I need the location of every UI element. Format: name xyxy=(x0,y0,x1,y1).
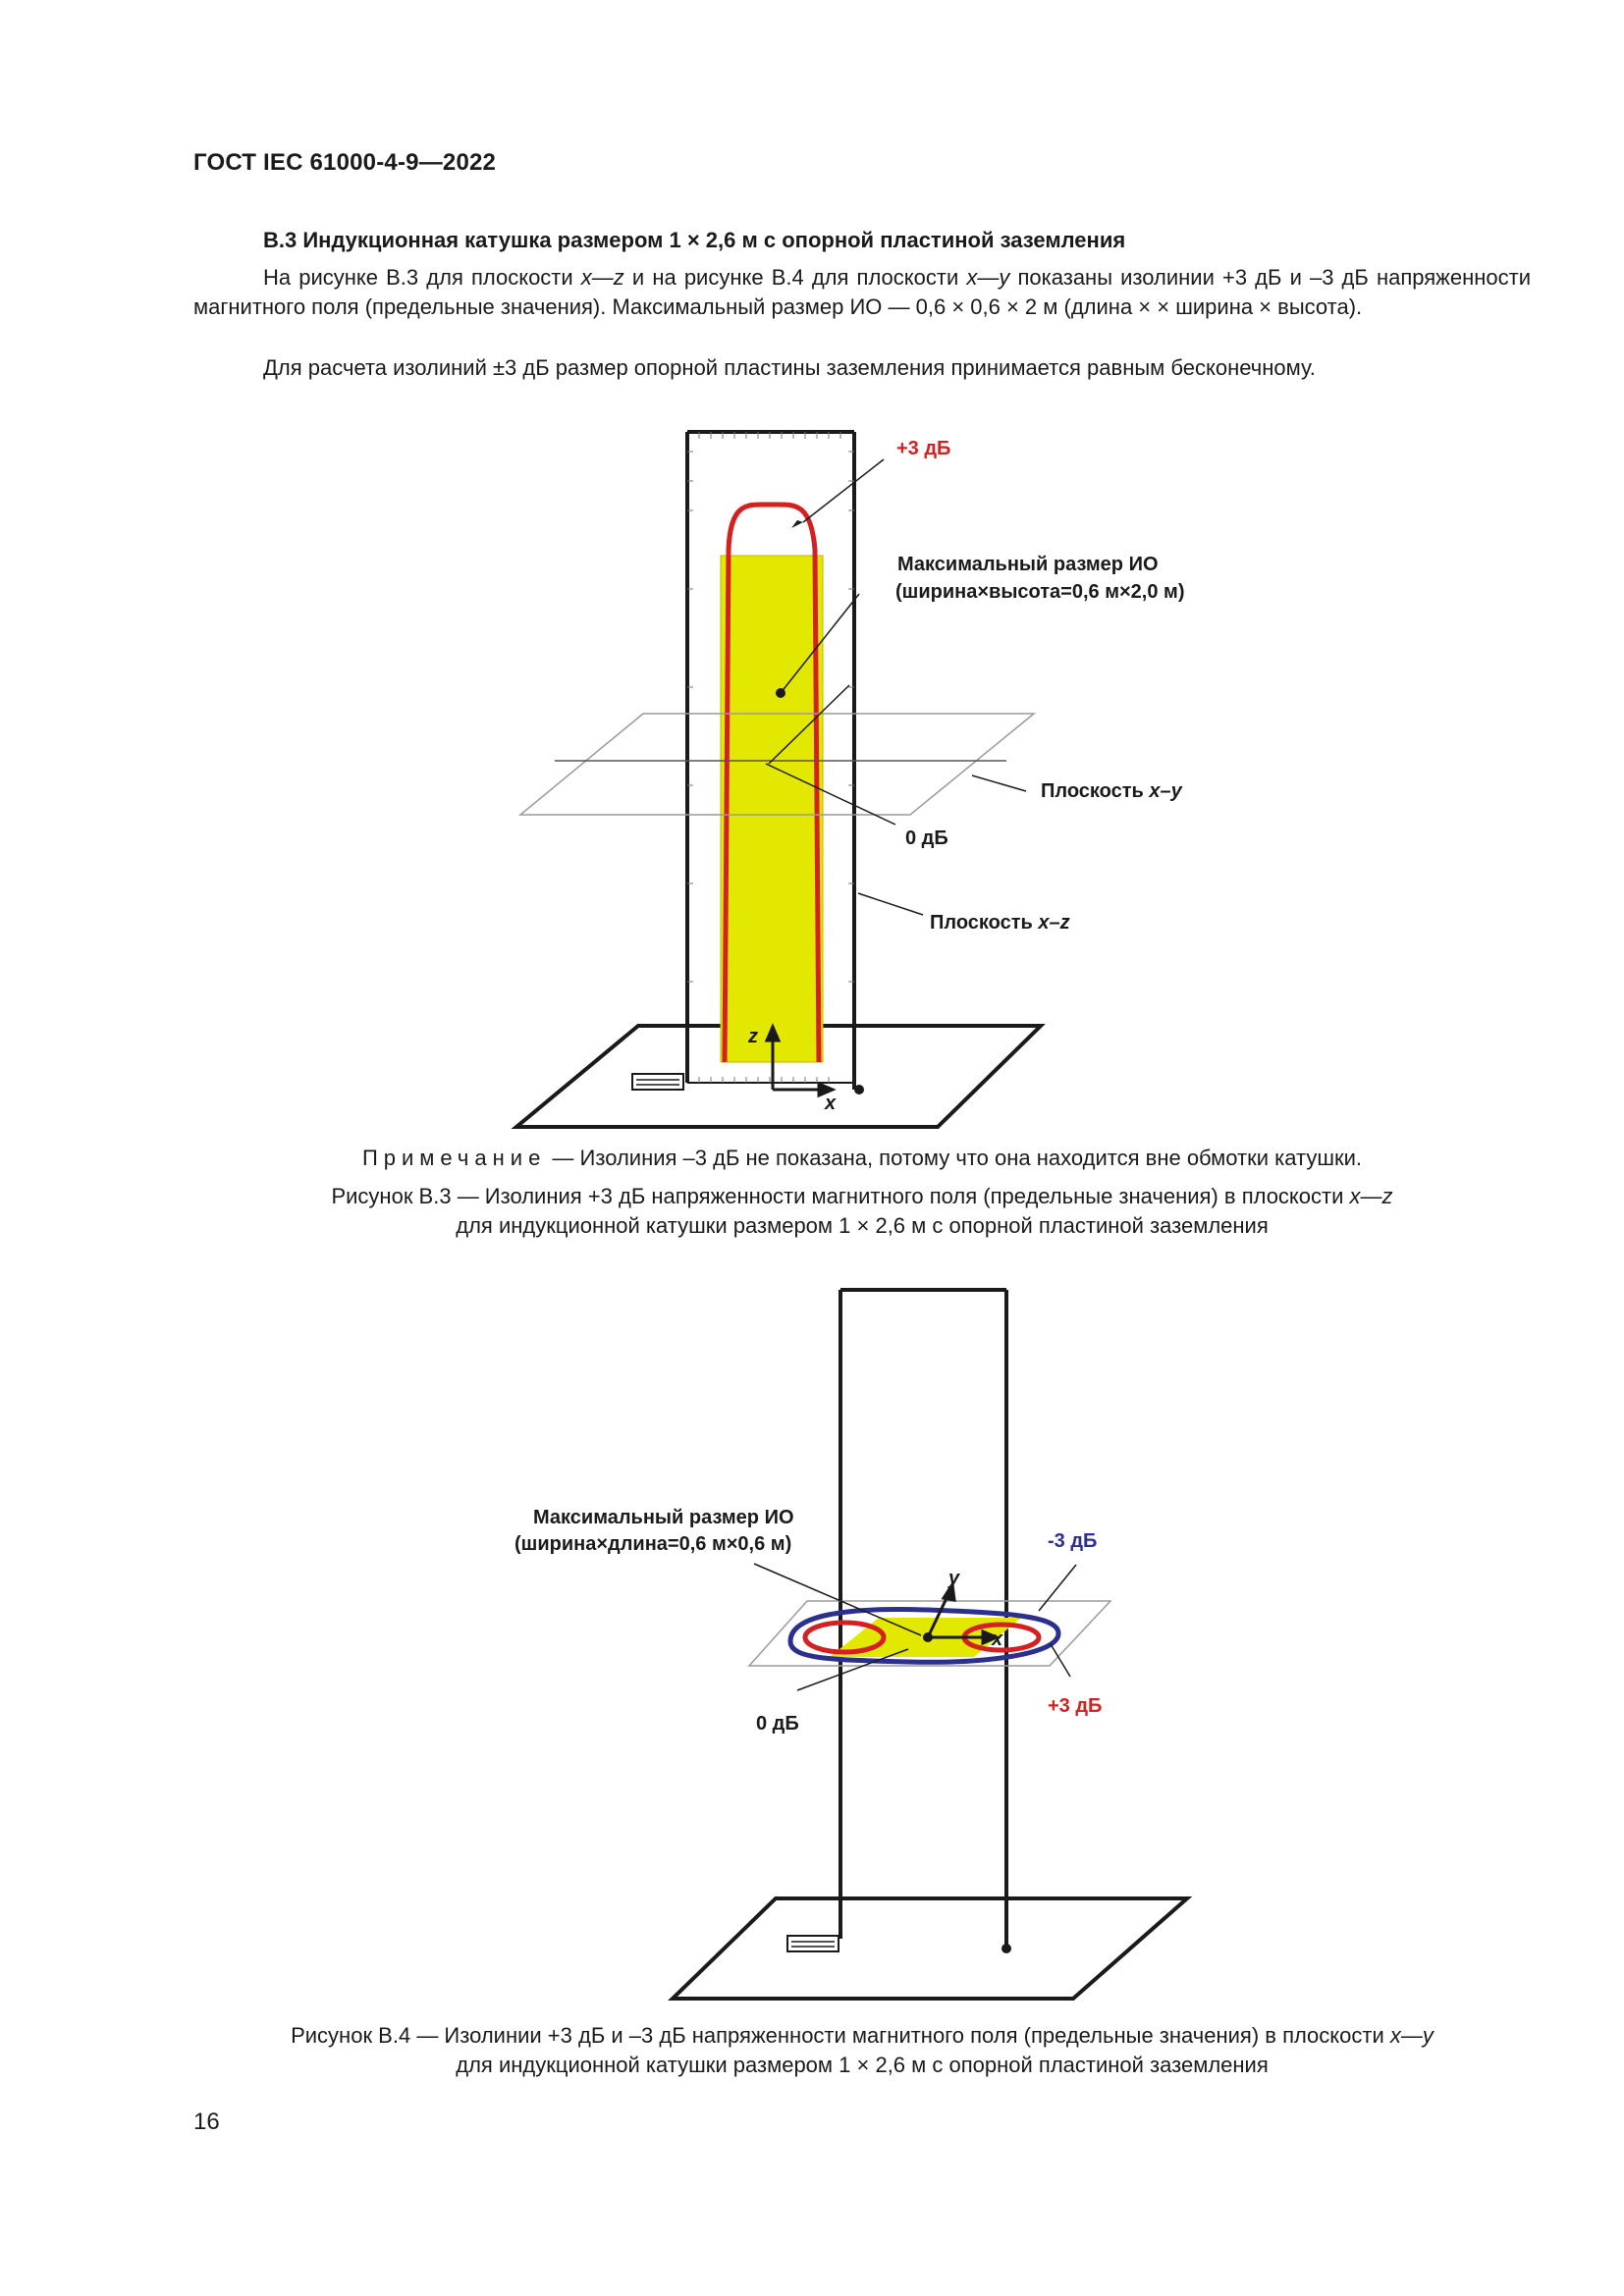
paragraph-text: и на рисунке B.4 для плоскости xyxy=(623,265,967,290)
arrowhead xyxy=(791,520,803,528)
label-0db: 0 дБ xyxy=(905,828,948,849)
caption-text: для индукционной катушки размером 1 × 2,6 м с опорной пластиной заземления xyxy=(456,2053,1269,2077)
eut-center-dot xyxy=(923,1632,933,1642)
label-var: x–y xyxy=(1149,780,1182,802)
caption-text: Рисунок B.3 — Изолиния +3 дБ напряженности магнитного поля (предельные значения) в плоскости xyxy=(331,1184,1350,1208)
label-minus3db: -3 дБ xyxy=(1048,1530,1098,1552)
caption-var: x—y xyxy=(1389,2023,1434,2048)
figure3-caption xyxy=(193,1182,1531,1241)
figure-b4 xyxy=(0,1266,1624,2012)
plane-xy-var: x—y xyxy=(966,265,1010,290)
paragraph-text: показаны изолинии +3 дБ и –3 дБ напряженности магнитного поля (предельные значения). Максимальный размер ИО — 0,6 × 0,6 × 2 м (длина × × ширина × высота). xyxy=(193,265,1531,319)
connector-box xyxy=(787,1936,839,1951)
caption-text: Рисунок B.4 — Изолинии +3 дБ и –3 дБ напряженности магнитного поля (предельные значения) в плоскости xyxy=(291,2023,1390,2048)
figure4-caption xyxy=(193,2021,1531,2080)
label-plus3db: +3 дБ xyxy=(1048,1695,1103,1717)
label-max-size-2: (ширина×высота=0,6 м×2,0 м) xyxy=(895,581,1185,603)
label-text: Плоскость xyxy=(930,912,1039,934)
plane-xz-var: x—z xyxy=(580,265,624,290)
ground-plate xyxy=(673,1898,1187,1999)
label-var: x–z xyxy=(1038,912,1070,934)
axis-label-z: z xyxy=(748,1026,758,1047)
note-text: — Изолиния –3 дБ не показана, потому что она находится вне обмотки катушки. xyxy=(546,1146,1363,1170)
figure-b3 xyxy=(0,0,1624,1139)
label-0db: 0 дБ xyxy=(756,1713,799,1735)
figure3-note xyxy=(193,1146,1531,1171)
label-text: Плоскость xyxy=(1041,780,1150,802)
connector-box xyxy=(632,1074,683,1090)
document-header: ГОСТ IEC 61000-4-9—2022 xyxy=(193,149,497,176)
paragraph-ground-plate: Для расчета изолиний ±3 дБ размер опорной пластины заземления принимается равным бесконечному. xyxy=(263,355,1316,380)
label-plane-xz xyxy=(930,912,1070,934)
caption-text: для индукционной катушки размером 1 × 2,6 м с опорной пластиной заземления xyxy=(456,1213,1269,1238)
note-label: Примечание xyxy=(361,1146,547,1170)
label-plane-xy xyxy=(1041,780,1183,802)
label-max-size-1: Максимальный размер ИО xyxy=(897,554,1159,575)
caption-var: x—z xyxy=(1349,1184,1393,1208)
axis-label-y: y xyxy=(948,1568,960,1589)
section-title: B.3 Индукционная катушка размером 1 × 2,6 м с опорной пластиной заземления xyxy=(263,228,1126,252)
label-max-size-2: (ширина×длина=0,6 м×0,6 м) xyxy=(514,1533,792,1555)
axis-label-x: x xyxy=(825,1093,837,1114)
eut-center-dot xyxy=(776,688,785,698)
eut-region xyxy=(721,556,823,1062)
page-number: 16 xyxy=(193,2109,220,2135)
coil-terminal xyxy=(854,1085,864,1095)
label-plus3db: +3 дБ xyxy=(896,438,951,459)
axis-label-x: x xyxy=(992,1629,1003,1650)
coil-terminal xyxy=(1001,1944,1011,1953)
label-max-size-1: Максимальный размер ИО xyxy=(533,1507,794,1528)
paragraph-text: На рисунке B.3 для плоскости xyxy=(263,265,581,290)
